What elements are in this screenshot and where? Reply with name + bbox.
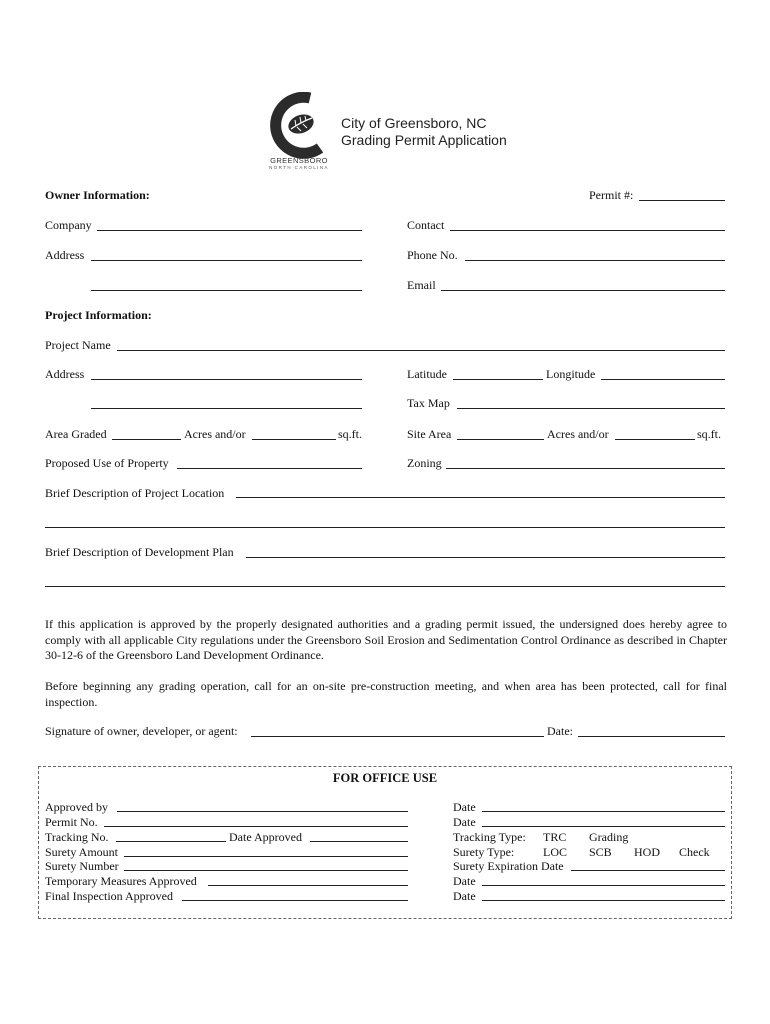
surety-number-field[interactable] [124,870,408,871]
surety-amount-label: Surety Amount [45,845,119,859]
tracking-type-trc[interactable]: TRC [543,830,567,844]
plan-description-field-2[interactable] [45,586,725,587]
leaf-icon [286,111,317,137]
latitude-label: Latitude [407,367,447,381]
date-approved-field[interactable] [310,841,408,842]
approved-date-field[interactable] [482,811,725,812]
area-graded-acres-label: Acres and/or [184,427,246,441]
longitude-field[interactable] [601,379,725,380]
site-area-acres-label: Acres and/or [547,427,609,441]
location-description-label: Brief Description of Project Location [45,486,225,500]
zoning-label: Zoning [407,456,442,470]
site-area-sqft-label: sq.ft. [697,427,721,441]
temporary-measures-field[interactable] [208,885,408,886]
project-address-field[interactable] [91,379,362,380]
permit-date-field[interactable] [482,826,725,827]
final-date-field[interactable] [482,900,725,901]
surety-type-hod[interactable]: HOD [634,845,660,859]
project-address-field-2[interactable] [91,408,362,409]
tracking-type-label: Tracking Type: [453,830,526,844]
temporary-date-field[interactable] [482,885,725,886]
final-date-label: Date [453,889,476,903]
logo-subtitle: NORTH CAROLINA [269,165,329,170]
surety-type-check[interactable]: Check [679,845,710,859]
proposed-use-field[interactable] [177,468,362,469]
plan-description-label: Brief Description of Development Plan [45,545,234,559]
signature-date-field[interactable] [578,736,725,737]
permit-no-field[interactable] [104,826,408,827]
contact-label: Contact [407,218,445,232]
form-title: Grading Permit Application [341,132,507,148]
contact-field[interactable] [450,230,725,231]
signature-label: Signature of owner, developer, or agent: [45,724,238,738]
inspection-paragraph: Before beginning any grading operation, call for an on-site pre-construction meeting, and when area has been protected, call for final inspection. [45,679,727,709]
latitude-field[interactable] [453,379,543,380]
area-graded-label: Area Graded [45,427,107,441]
owner-address-field[interactable] [91,260,362,261]
office-use-title: FOR OFFICE USE [332,771,438,785]
site-area-sqft-field[interactable] [615,439,695,440]
approved-date-label: Date [453,800,476,814]
owner-info-heading: Owner Information: [45,188,150,202]
company-label: Company [45,218,92,232]
surety-type-loc[interactable]: LOC [543,845,567,859]
approved-by-field[interactable] [117,811,408,812]
phone-label: Phone No. [407,248,458,262]
surety-amount-field[interactable] [124,856,408,857]
site-area-acres-field[interactable] [457,439,544,440]
area-graded-sqft-field[interactable] [252,439,336,440]
area-graded-sqft-label: sq.ft. [338,427,362,441]
logo-wordmark: GREENSBORO [270,156,328,165]
phone-field[interactable] [465,260,725,261]
surety-expiration-label: Surety Expiration Date [453,859,564,873]
proposed-use-label: Proposed Use of Property [45,456,169,470]
permit-date-label: Date [453,815,476,829]
project-name-field[interactable] [117,350,725,351]
permit-no-label: Permit No. [45,815,98,829]
email-field[interactable] [441,290,725,291]
company-field[interactable] [97,230,362,231]
owner-address-label: Address [45,248,85,262]
permit-number-field[interactable] [639,200,725,201]
final-inspection-field[interactable] [182,900,408,901]
surety-type-label: Surety Type: [453,845,515,859]
signature-field[interactable] [251,736,544,737]
tracking-no-field[interactable] [116,841,226,842]
site-area-label: Site Area [407,427,452,441]
project-name-label: Project Name [45,338,111,352]
email-label: Email [407,278,436,292]
surety-expiration-field[interactable] [571,870,725,871]
project-address-label: Address [45,367,85,381]
zoning-field[interactable] [446,468,725,469]
tracking-type-grading[interactable]: Grading [589,830,629,844]
surety-number-label: Surety Number [45,859,119,873]
tax-map-field[interactable] [457,408,725,409]
tax-map-label: Tax Map [407,396,450,410]
approved-by-label: Approved by [45,800,108,814]
plan-description-field[interactable] [246,557,725,558]
final-inspection-label: Final Inspection Approved [45,889,173,903]
project-info-heading: Project Information: [45,308,152,322]
surety-type-scb[interactable]: SCB [589,845,612,859]
owner-address-field-2[interactable] [91,290,362,291]
area-graded-acres-field[interactable] [112,439,181,440]
longitude-label: Longitude [546,367,596,381]
permit-number-label: Permit #: [589,188,634,202]
location-description-field[interactable] [236,497,725,498]
tracking-no-label: Tracking No. [45,830,109,844]
temporary-date-label: Date [453,874,476,888]
temporary-measures-label: Temporary Measures Approved [45,874,197,888]
agreement-paragraph: If this application is approved by the properly designated authorities and a grading permit issued, the undersigned does hereby agree to comply with all applicable City regulations under the Greensboro Soil Erosion and Sedimentation Control Ordinance as described in Chapter 30-12-6 of the Greensboro Land Development Ordinance. [45,617,727,662]
date-approved-label: Date Approved [229,830,302,844]
location-description-field-2[interactable] [45,527,725,528]
signature-date-label: Date: [547,724,573,738]
city-title: City of Greensboro, NC [341,115,487,131]
